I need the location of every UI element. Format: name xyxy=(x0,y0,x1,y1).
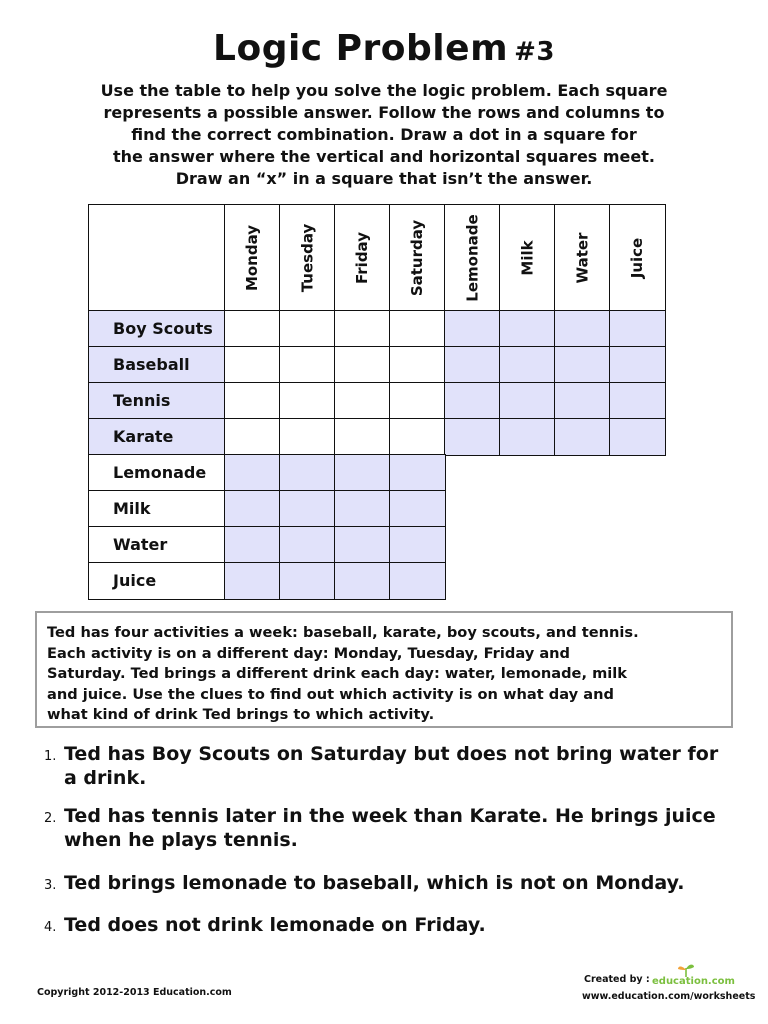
answer-cell[interactable] xyxy=(609,310,666,348)
answer-cell[interactable] xyxy=(389,454,446,492)
answer-cell[interactable] xyxy=(224,346,281,384)
instructions-line: Draw an “x” in a square that isn’t the answer. xyxy=(175,169,593,188)
row-label-boy-scouts: Boy Scouts xyxy=(88,310,226,348)
answer-cell[interactable] xyxy=(389,346,446,384)
footer-url[interactable]: www.education.com/worksheets xyxy=(582,991,756,1002)
education-logo[interactable] xyxy=(652,962,735,992)
row-label-juice: Juice xyxy=(88,562,226,600)
copyright-text: Copyright 2012-2013 Education.com xyxy=(37,987,232,998)
answer-cell[interactable] xyxy=(334,310,391,348)
answer-cell[interactable] xyxy=(334,562,391,600)
answer-cell[interactable] xyxy=(609,346,666,384)
column-header-label: Lemonade xyxy=(463,214,482,302)
story-line: what kind of drink Ted brings to which activity. xyxy=(47,706,435,723)
answer-cell[interactable] xyxy=(444,346,501,384)
column-header-monday xyxy=(224,204,281,312)
answer-cell[interactable] xyxy=(334,382,391,420)
story-line: Each activity is on a different day: Monday, Tuesday, Friday and xyxy=(47,644,570,662)
column-header-label: Saturday xyxy=(408,219,427,296)
answer-cell[interactable] xyxy=(279,418,336,456)
answer-cell[interactable] xyxy=(609,382,666,420)
story-line: Saturday. Ted brings a different drink each day: water, lemonade, milk xyxy=(47,665,627,682)
answer-cell[interactable] xyxy=(389,418,446,456)
row-label-milk: Milk xyxy=(88,490,226,528)
answer-cell[interactable] xyxy=(389,310,446,348)
title-text: Logic Problem xyxy=(213,28,509,69)
row-label-karate: Karate xyxy=(88,418,226,456)
column-header-label: Tuesday xyxy=(298,223,317,293)
answer-cell[interactable] xyxy=(554,418,611,456)
answer-cell[interactable] xyxy=(279,526,336,564)
answer-cell[interactable] xyxy=(554,310,611,348)
logo-text: education.com xyxy=(652,976,735,987)
column-header-saturday xyxy=(389,204,446,312)
answer-cell[interactable] xyxy=(499,382,556,420)
answer-cell[interactable] xyxy=(279,490,336,528)
answer-cell[interactable] xyxy=(334,346,391,384)
answer-cell[interactable] xyxy=(554,382,611,420)
story-line: Ted has four activities a week: baseball, karate, boy scouts, and tennis. xyxy=(47,624,639,641)
clue-line: Ted brings lemonade to baseball, which is not on Monday. xyxy=(64,872,685,894)
answer-cell[interactable] xyxy=(389,490,446,528)
row-label-lemonade: Lemonade xyxy=(88,454,226,492)
instructions-line: find the correct combination. Draw a dot in a square for xyxy=(131,125,637,144)
clue-number: 2. xyxy=(44,811,57,826)
answer-cell[interactable] xyxy=(224,562,281,600)
answer-cell[interactable] xyxy=(499,418,556,456)
page-title xyxy=(0,28,768,69)
answer-cell[interactable] xyxy=(279,454,336,492)
clue-number: 4. xyxy=(44,920,57,935)
answer-cell[interactable] xyxy=(224,418,281,456)
story-box xyxy=(35,611,733,728)
clue-line: a drink. xyxy=(64,767,147,789)
answer-cell[interactable] xyxy=(444,310,501,348)
answer-cell[interactable] xyxy=(279,346,336,384)
column-header-label: Water xyxy=(573,232,592,284)
answer-cell[interactable] xyxy=(389,562,446,600)
answer-cell[interactable] xyxy=(279,562,336,600)
title-number: #3 xyxy=(514,37,555,67)
answer-cell[interactable] xyxy=(609,418,666,456)
column-header-milk xyxy=(499,204,556,312)
answer-cell[interactable] xyxy=(334,454,391,492)
column-header-tuesday xyxy=(279,204,336,312)
answer-cell[interactable] xyxy=(499,310,556,348)
instructions xyxy=(70,80,698,190)
column-header-label: Monday xyxy=(243,224,262,291)
answer-cell[interactable] xyxy=(224,490,281,528)
column-header-juice xyxy=(609,204,666,312)
grid-corner xyxy=(88,204,226,312)
instructions-line: the answer where the vertical and horizontal squares meet. xyxy=(113,147,655,166)
row-label-tennis: Tennis xyxy=(88,382,226,420)
answer-cell[interactable] xyxy=(279,382,336,420)
clue-line: when he plays tennis. xyxy=(64,829,298,851)
column-header-water xyxy=(554,204,611,312)
row-label-baseball: Baseball xyxy=(88,346,226,384)
answer-cell[interactable] xyxy=(224,454,281,492)
created-by-label: Created by : xyxy=(584,974,650,985)
clue-line: Ted has tennis later in the week than Karate. He brings juice xyxy=(64,805,716,827)
answer-cell[interactable] xyxy=(334,418,391,456)
answer-cell[interactable] xyxy=(499,346,556,384)
instructions-line: represents a possible answer. Follow the rows and columns to xyxy=(103,103,665,122)
answer-cell[interactable] xyxy=(334,490,391,528)
answer-cell[interactable] xyxy=(444,418,501,456)
answer-cell[interactable] xyxy=(334,526,391,564)
column-header-label: Friday xyxy=(353,231,372,284)
clue-line: Ted does not drink lemonade on Friday. xyxy=(64,914,486,936)
clue-number: 1. xyxy=(44,749,57,764)
logic-grid xyxy=(88,204,664,594)
column-header-friday xyxy=(334,204,391,312)
answer-cell[interactable] xyxy=(389,526,446,564)
column-header-label: Milk xyxy=(518,240,537,276)
clue-line: Ted has Boy Scouts on Saturday but does not bring water for xyxy=(64,743,719,765)
answer-cell[interactable] xyxy=(224,382,281,420)
clue-number: 3. xyxy=(44,878,57,893)
answer-cell[interactable] xyxy=(224,526,281,564)
answer-cell[interactable] xyxy=(554,346,611,384)
story-line: and juice. Use the clues to find out which activity is on what day and xyxy=(47,685,614,703)
instructions-line: Use the table to help you solve the logic problem. Each square xyxy=(100,81,668,100)
answer-cell[interactable] xyxy=(224,310,281,348)
answer-cell[interactable] xyxy=(389,382,446,420)
answer-cell[interactable] xyxy=(279,310,336,348)
column-header-label: Juice xyxy=(628,237,647,278)
row-label-water: Water xyxy=(88,526,226,564)
answer-cell[interactable] xyxy=(444,382,501,420)
column-header-lemonade xyxy=(444,204,501,312)
